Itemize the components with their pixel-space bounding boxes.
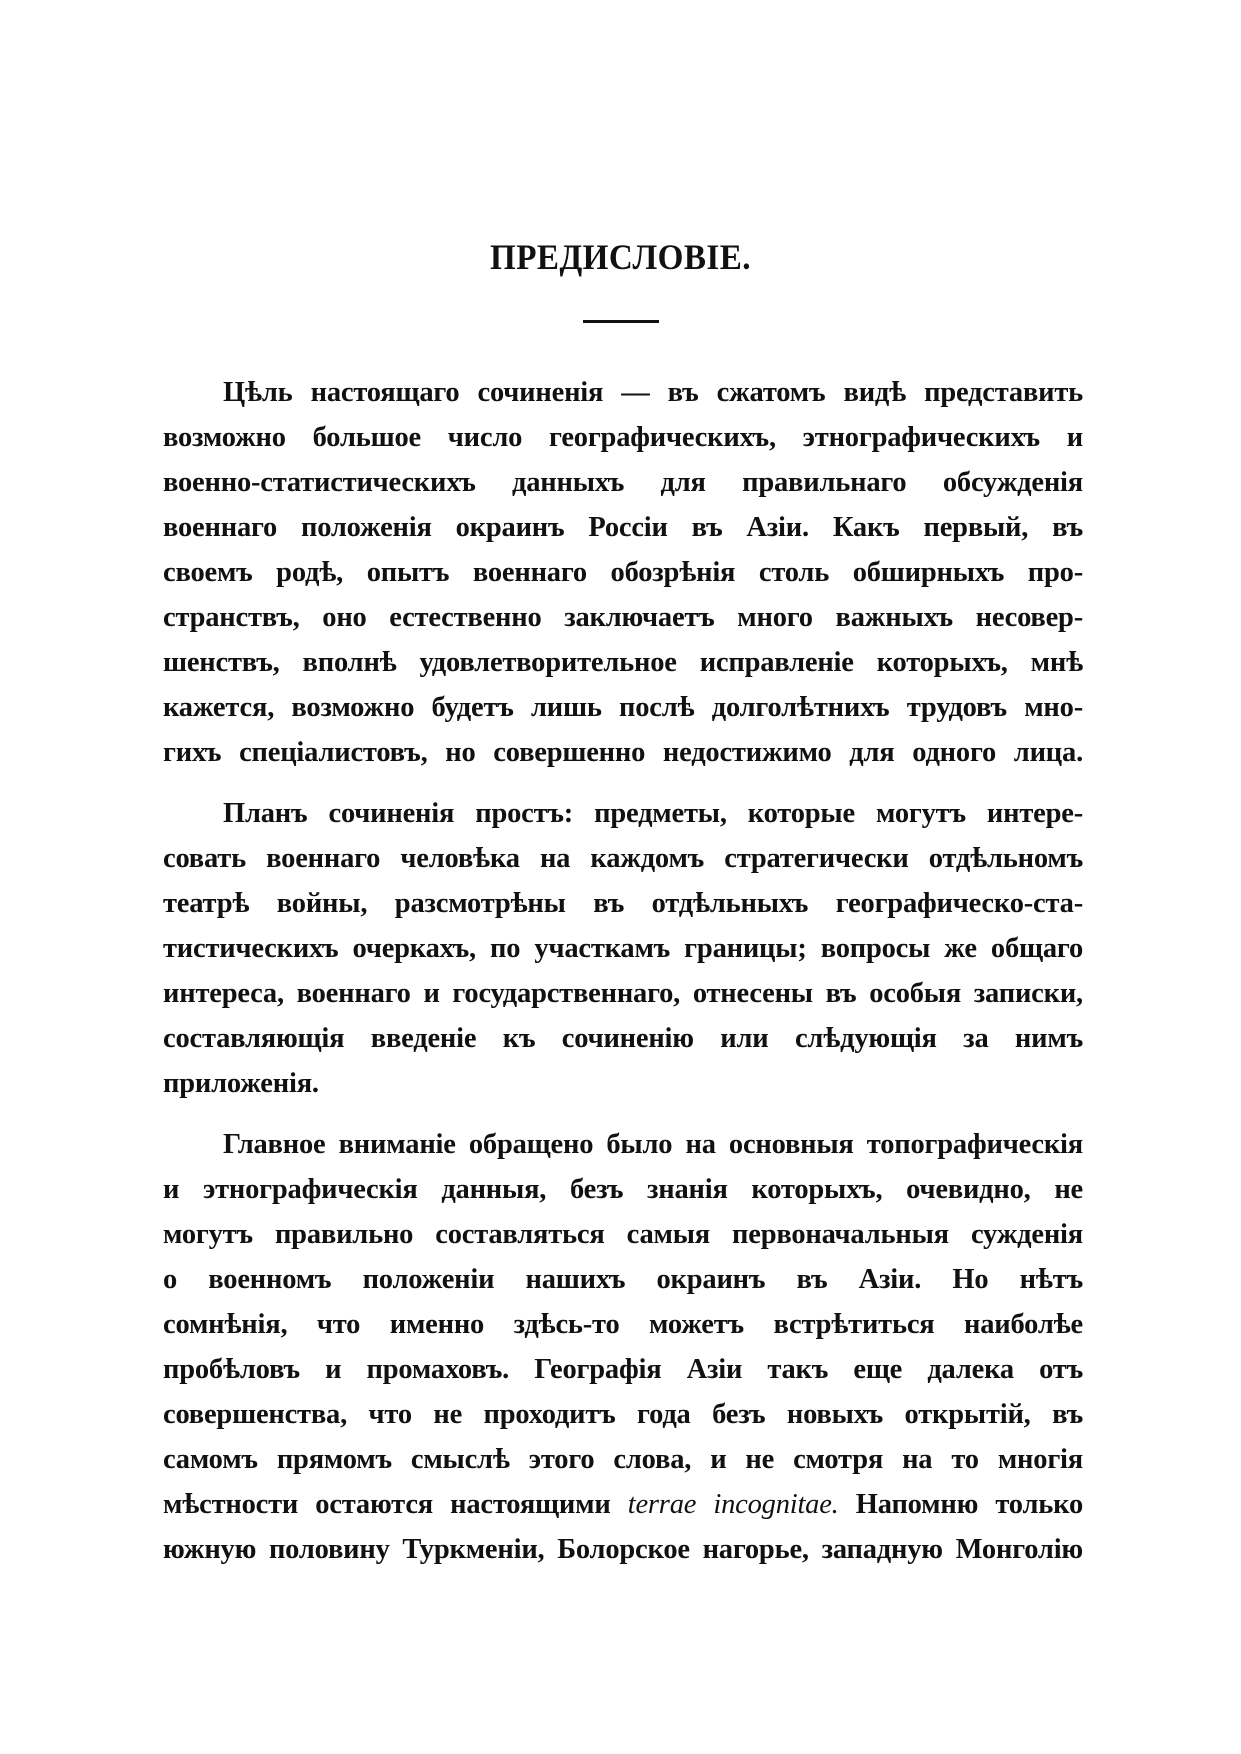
text-line: совершенства, что не проходитъ года безъ новыхъ открытій, въ bbox=[163, 1399, 1083, 1430]
text-line: кажется, возможно будетъ лишь послѣ долголѣтнихъ трудовъ мно- bbox=[163, 692, 1083, 723]
page-body bbox=[163, 370, 1083, 1572]
text-line: своемъ родѣ, опытъ военнаго обозрѣнія столь обширныхъ про- bbox=[163, 557, 1083, 588]
paragraph-2 bbox=[163, 791, 1083, 1106]
paragraph-1 bbox=[163, 370, 1083, 775]
text-line: составляющія введеніе къ сочиненію или слѣдующія за нимъ bbox=[163, 1023, 1083, 1054]
text-line: гихъ спеціалистовъ, но совершенно недостижимо для одного лица. bbox=[163, 737, 1083, 768]
text-line: приложенія. bbox=[163, 1068, 319, 1099]
text-line: Планъ сочиненія простъ: предметы, которые могутъ интере- bbox=[223, 798, 1083, 829]
text-line: театрѣ войны, разсмотрѣны въ отдѣльныхъ географическо-ста- bbox=[163, 888, 1083, 919]
text-line: и этнографическія данныя, безъ знанія которыхъ, очевидно, не bbox=[163, 1174, 1083, 1205]
text-line: сомнѣнія, что именно здѣсь-то можетъ встрѣтиться наиболѣе bbox=[163, 1309, 1083, 1340]
page-title: ПРЕДИСЛОВІЕ. bbox=[489, 237, 752, 277]
text-line-with-italic bbox=[163, 1482, 1083, 1527]
text-line: о военномъ положеніи нашихъ окраинъ въ Азіи. Но нѣтъ bbox=[163, 1264, 1083, 1295]
text-segment: Напомню только bbox=[855, 1489, 1084, 1520]
text-segment: мѣстности остаются настоящими bbox=[163, 1489, 611, 1520]
paragraph-gap bbox=[163, 775, 1083, 791]
text-line: интереса, военнаго и государственнаго, отнесены въ особыя записки, bbox=[163, 978, 1083, 1009]
italic-latin-phrase: terrae incognitae. bbox=[627, 1489, 839, 1520]
text-line: тистическихъ очеркахъ, по участкамъ границы; вопросы же общаго bbox=[163, 933, 1083, 964]
paragraph-gap bbox=[163, 1106, 1083, 1122]
text-line: военнаго положенія окраинъ Россіи въ Азіи. Какъ первый, въ bbox=[163, 512, 1083, 543]
text-line: Цѣль настоящаго сочиненія — въ сжатомъ видѣ представить bbox=[223, 377, 1083, 408]
text-line: пробѣловъ и промаховъ. Географія Азіи такъ еще далека отъ bbox=[163, 1354, 1083, 1385]
text-line: шенствъ, вполнѣ удовлетворительное исправленіе которыхъ, мнѣ bbox=[163, 647, 1083, 678]
text-line: южную половину Туркменіи, Болорское нагорье, западную Монголію bbox=[163, 1534, 1083, 1565]
text-line: могутъ правильно составляться самыя первоначальныя сужденія bbox=[163, 1219, 1083, 1250]
paragraph-3 bbox=[163, 1122, 1083, 1572]
text-line: самомъ прямомъ смыслѣ этого слова, и не смотря на то многія bbox=[163, 1444, 1083, 1475]
text-line: Главное вниманіе обращено было на основныя топографическія bbox=[223, 1129, 1083, 1160]
title-rule bbox=[583, 320, 659, 323]
text-line: военно-статистическихъ данныхъ для правильнаго обсужденія bbox=[163, 467, 1083, 498]
text-line: странствъ, оно естественно заключаетъ много важныхъ несовер- bbox=[163, 602, 1083, 633]
text-line: возможно большое число географическихъ, этнографическихъ и bbox=[163, 422, 1083, 453]
text-line: совать военнаго человѣка на каждомъ стратегически отдѣльномъ bbox=[163, 843, 1083, 874]
